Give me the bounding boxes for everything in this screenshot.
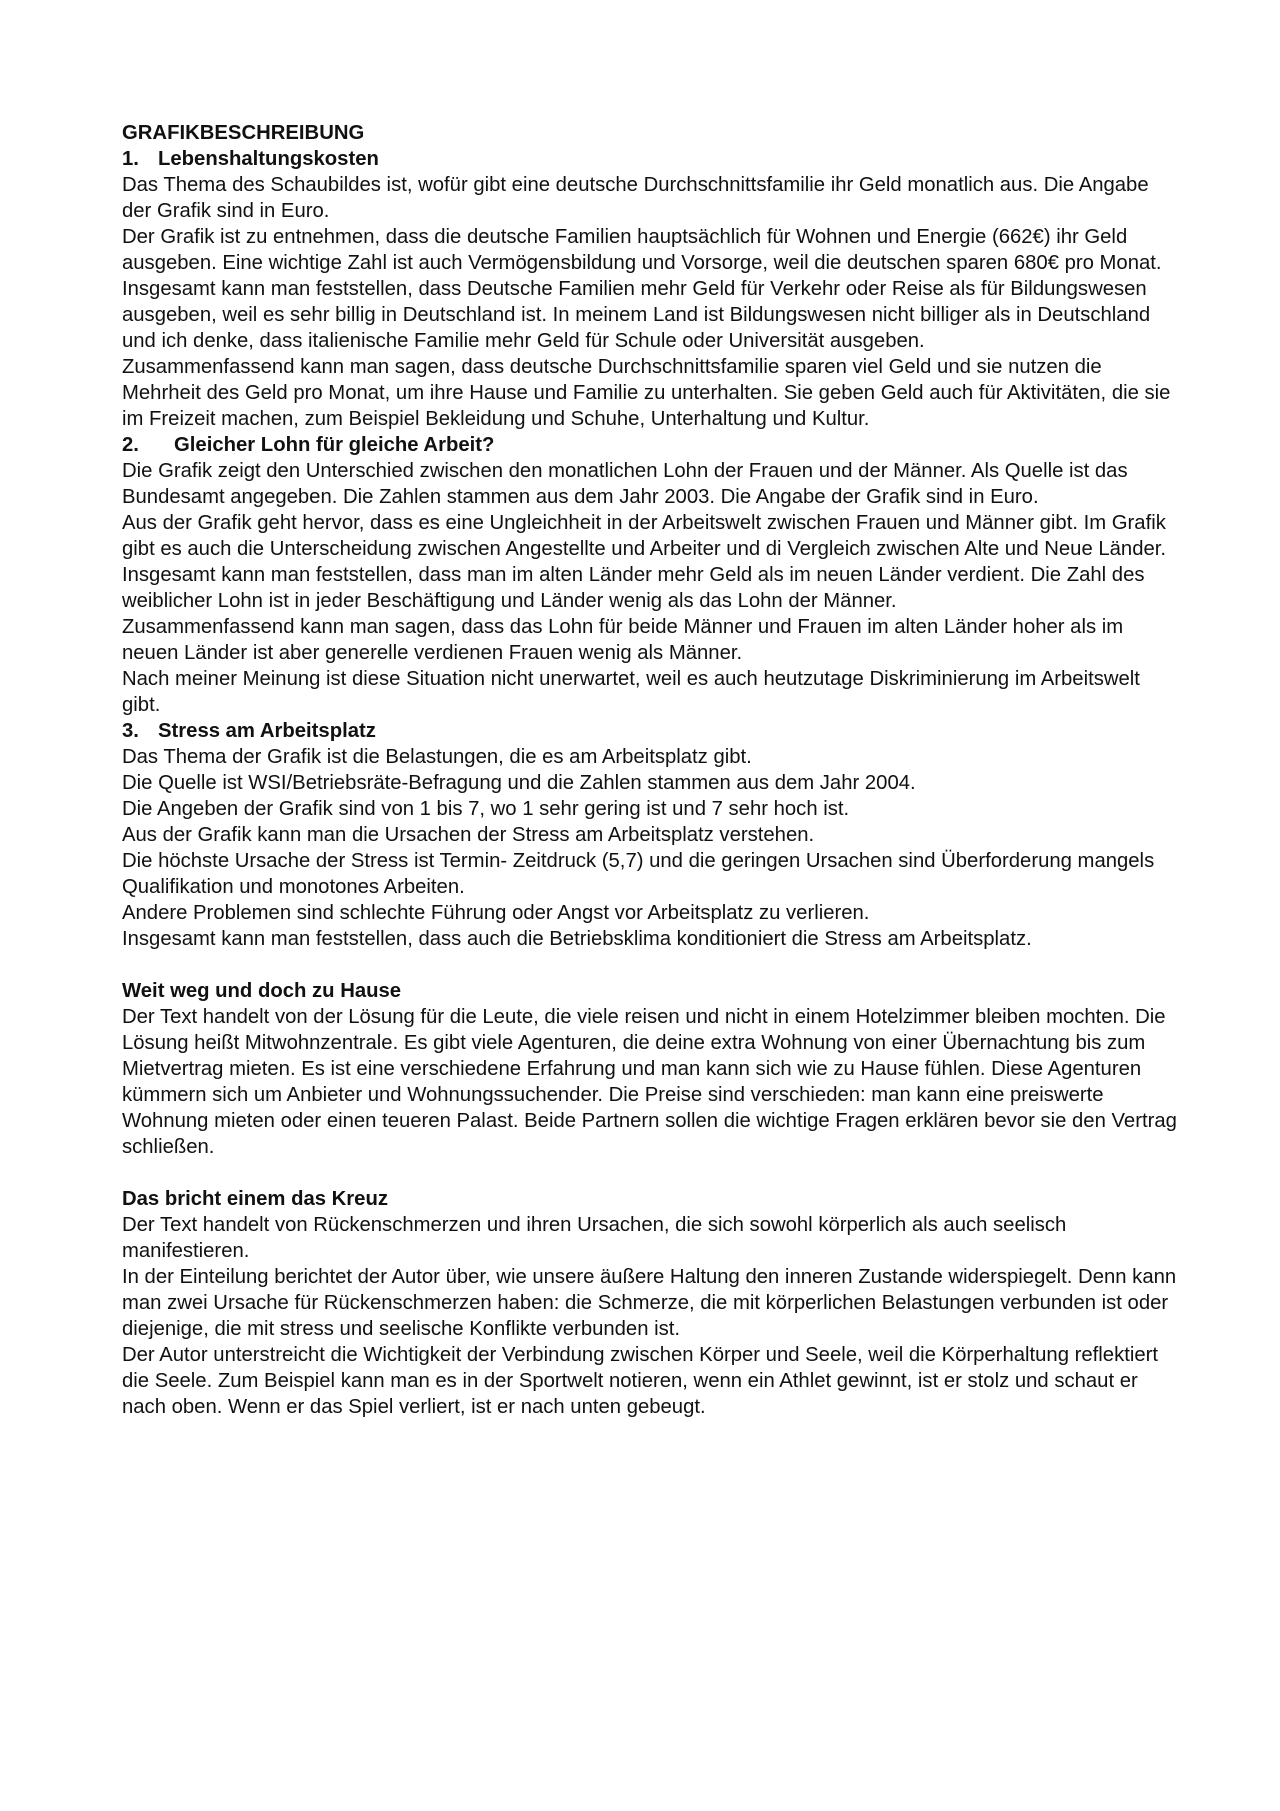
section-lebenshaltungskosten	[122, 146, 1182, 432]
section-number: 1.	[122, 148, 139, 170]
paragraph: Andere Problemen sind schlechte Führung oder Angst vor Arbeitsplatz zu verlieren.	[122, 902, 870, 924]
paragraph: Insgesamt kann man feststellen, dass man im alten Länder mehr Geld als im neuen Länder verdient. Die Zahl des weiblicher Lohn ist in jeder Beschäftigung und Länder wenig als das Lohn der Männer.	[122, 564, 1145, 612]
paragraph: Der Grafik ist zu entnehmen, dass die deutsche Familien hauptsächlich für Wohnen und Energie (662€) ihr Geld ausgeben. Eine wichtige Zahl ist auch Vermögensbildung und Vorsorge, weil die deutschen sparen 680€ pro Monat. Insgesamt kann man feststellen, dass Deutsche Familien mehr Geld für Verkehr oder Reise als für Bildungswesen ausgeben, weil es sehr billig in Deutschland ist. In meinem Land ist Bildungswesen nicht billiger als in Deutschland und ich denke, dass italienische Familie mehr Geld für Schule oder Universität ausgeben.	[122, 226, 1162, 352]
paragraph: Der Autor unterstreicht die Wichtigkeit der Verbindung zwischen Körper und Seele, weil die Körperhaltung reflektiert die Seele. Zum Beispiel kann man es in der Sportwelt notieren, wenn ein Athlet gewinnt, ist er stolz und schaut er nach oben. Wenn er das Spiel verliert, ist er nach unten gebeugt.	[122, 1344, 1159, 1418]
section-title: Gleicher Lohn für gleiche Arbeit?	[174, 434, 495, 456]
text-weit-weg	[122, 978, 1182, 1160]
paragraph: Das Thema des Schaubildes ist, wofür gibt eine deutsche Durchschnittsfamilie ihr Geld monatlich aus. Die Angabe der Grafik sind in Euro.	[122, 174, 1149, 222]
text-das-bricht	[122, 1186, 1182, 1420]
paragraph: Aus der Grafik geht hervor, dass es eine Ungleichheit in der Arbeitswelt zwischen Frauen und Männer gibt. Im Grafik gibt es auch die Unterscheidung zwischen Angestellte und Arbeiter und di Vergleich zwischen Alte und Neue Länder.	[122, 512, 1167, 560]
blank-line	[122, 952, 1182, 978]
paragraph: Die höchste Ursache der Stress ist Termin- Zeitdruck (5,7) und die geringen Ursachen sind Überforderung mangels Qualifikation und monotones Arbeiten.	[122, 850, 1155, 898]
section-heading	[122, 718, 1182, 744]
blank-line	[122, 1160, 1182, 1186]
paragraph: Der Text handelt von der Lösung für die Leute, die viele reisen und nicht in einem Hotelzimmer bleiben mochten. Die Lösung heißt Mitwohnzentrale. Es gibt viele Agenturen, die deine extra Wohnung von einer Übernachtung bis zum Mietvertrag mieten. Es ist eine verschiedene Erfahrung und man kann sich wie zu Hause fühlen. Diese Agenturen kümmern sich um Anbieter und Wohnungssuchender. Die Preise sind verschieden: man kann eine preiswerte Wohnung mieten oder einen teueren Palast. Beide Partnern sollen die wichtige Fragen erklären bevor sie den Vertrag schließen.	[122, 1006, 1177, 1158]
paragraph: In der Einteilung berichtet der Autor über, wie unsere äußere Haltung den inneren Zustande widerspiegelt. Denn kann man zwei Ursache für Rückenschmerzen haben: die Schmerze, die mit körperlichen Belastungen verbunden ist oder diejenige, die mit stress und seelische Konflikte verbunden ist.	[122, 1266, 1177, 1340]
paragraph: Zusammenfassend kann man sagen, dass das Lohn für beide Männer und Frauen im alten Länder hoher als im neuen Länder ist aber generelle verdienen Frauen wenig als Männer.	[122, 616, 1124, 664]
section-heading	[122, 146, 1182, 172]
paragraph: Das Thema der Grafik ist die Belastungen, die es am Arbeitsplatz gibt.	[122, 746, 752, 768]
document-page	[122, 120, 1182, 1420]
section-number: 2.	[122, 434, 139, 456]
document-title: GRAFIKBESCHREIBUNG	[122, 122, 365, 144]
section-heading	[122, 432, 1182, 458]
text-heading: Das bricht einem das Kreuz	[122, 1188, 388, 1210]
section-title: Stress am Arbeitsplatz	[158, 720, 376, 742]
section-number: 3.	[122, 720, 139, 742]
paragraph: Die Angeben der Grafik sind von 1 bis 7, wo 1 sehr gering ist und 7 sehr hoch ist.	[122, 798, 850, 820]
paragraph: Nach meiner Meinung ist diese Situation nicht unerwartet, weil es auch heutzutage Diskriminierung im Arbeitswelt gibt.	[122, 668, 1140, 716]
paragraph: Die Quelle ist WSI/Betriebsräte-Befragung und die Zahlen stammen aus dem Jahr 2004.	[122, 772, 916, 794]
paragraph: Die Grafik zeigt den Unterschied zwischen den monatlichen Lohn der Frauen und der Männer. Als Quelle ist das Bundesamt angegeben. Die Zahlen stammen aus dem Jahr 2003. Die Angabe der Grafik sind in Euro.	[122, 460, 1128, 508]
section-gleicher-lohn	[122, 432, 1182, 718]
section-title: Lebenshaltungskosten	[158, 148, 379, 170]
paragraph: Zusammenfassend kann man sagen, dass deutsche Durchschnittsfamilie sparen viel Geld und sie nutzen die Mehrheit des Geld pro Monat, um ihre Hause und Familie zu unterhalten. Sie geben Geld auch für Aktivitäten, die sie im Freizeit machen, zum Beispiel Bekleidung und Schuhe, Unterhaltung und Kultur.	[122, 356, 1171, 430]
paragraph: Der Text handelt von Rückenschmerzen und ihren Ursachen, die sich sowohl körperlich als auch seelisch manifestieren.	[122, 1214, 1067, 1262]
paragraph: Insgesamt kann man feststellen, dass auch die Betriebsklima konditioniert die Stress am Arbeitsplatz.	[122, 928, 1032, 950]
paragraph: Aus der Grafik kann man die Ursachen der Stress am Arbeitsplatz verstehen.	[122, 824, 815, 846]
section-stress-am-arbeitsplatz	[122, 718, 1182, 952]
text-heading: Weit weg und doch zu Hause	[122, 980, 402, 1002]
